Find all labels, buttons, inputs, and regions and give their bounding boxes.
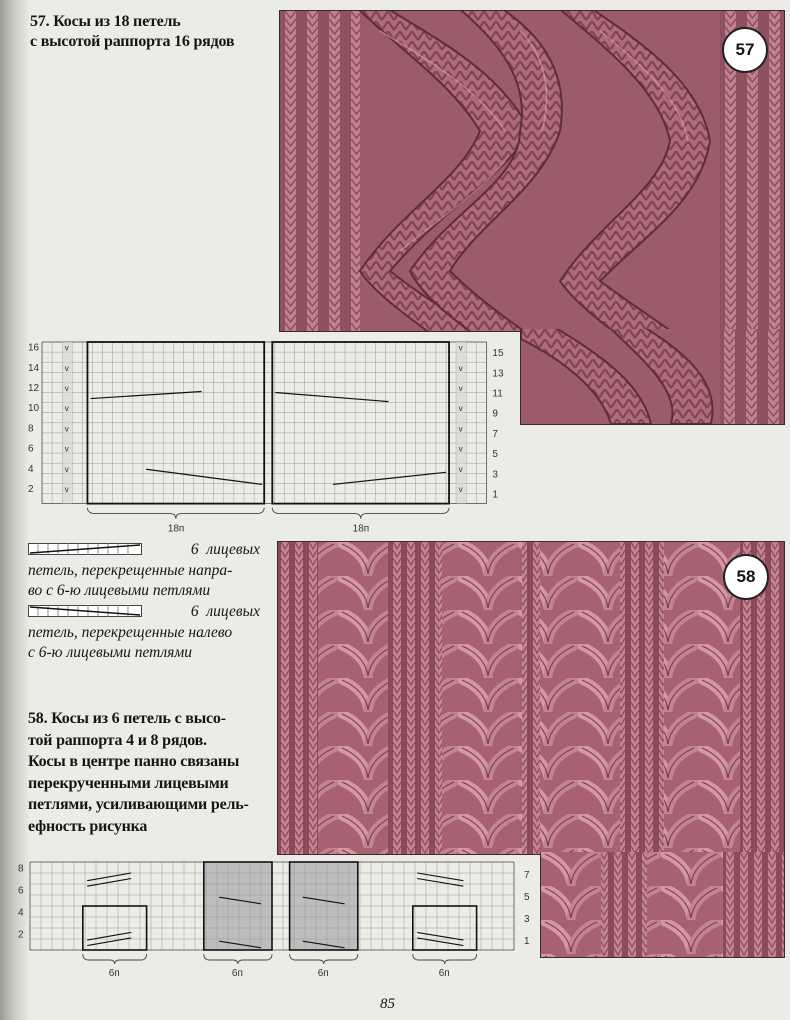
chart-57-row-label-left: 12 <box>28 383 40 394</box>
pattern-57-title-line-2: с высотой раппорта 16 рядов <box>30 33 235 50</box>
chart-58-row-label-right: 1 <box>524 936 530 947</box>
chart-57-cross-right-lower <box>333 472 446 484</box>
photo-57-top <box>279 10 785 332</box>
pattern-58-title-line-6: ефность рисунка <box>28 817 148 835</box>
cable-knit-photo-57 <box>280 11 784 331</box>
pattern-58-title-line-1: 58. Косы из 6 петель с высо- <box>28 710 226 727</box>
pattern-58-title-line-3: Косы в центре панно связаны <box>28 753 240 770</box>
chart-58-row-label-left: 4 <box>18 907 24 919</box>
chart-57-row-label-right: 1 <box>492 489 498 501</box>
chart-57 <box>28 336 520 541</box>
chart-57-row-label-left: 4 <box>28 463 34 475</box>
chart-57-repeat-brace <box>272 508 449 519</box>
chart-58-repeat-brace <box>413 954 477 964</box>
chart-57-edge-stitch-right: v <box>458 444 463 454</box>
chart-58-row-label-right: 3 <box>524 914 530 925</box>
pattern-58-title-line-2: той раппорта 4 и 8 рядов. <box>28 731 207 749</box>
photo-58-bottom <box>540 852 785 958</box>
chart-57-edge-stitch-right: v <box>458 363 463 373</box>
chart-57-edge-stitch-left: v <box>64 485 69 494</box>
chart-57-repeat-label: 18п <box>352 523 370 535</box>
chart-57-edge-stitch-left: v <box>64 424 69 434</box>
chart-58-repeat-brace <box>204 954 272 964</box>
chart-57-row-label-left: 8 <box>28 423 34 435</box>
chart-57-edge-stitch-right: v <box>458 343 463 353</box>
chart-58-row-label-left: 8 <box>18 863 24 875</box>
chart-57-edge-stitch-right: v <box>458 485 463 494</box>
chart-57-repeat-label: 18п <box>167 523 185 535</box>
chart-58-repeat-brace <box>290 954 358 964</box>
chart-57-edge-stitch-left: v <box>64 404 69 414</box>
chart-58-repeat-label: 6п <box>108 968 120 979</box>
chart-57-cross-left-lower <box>146 469 262 484</box>
chart-57-edge-stitch-left: v <box>64 343 69 353</box>
pattern-58-title-line-5: петлями, усиливающими рель- <box>28 796 249 813</box>
legend-cross-right-word: лицевых <box>206 541 260 558</box>
pattern-58-badge: 58 <box>723 554 769 600</box>
legend-cross-left-number: 6 <box>190 603 199 620</box>
cable-knit-photo-57-extension <box>521 329 784 424</box>
legend-cross-right-line-3: во с 6-ю лицевыми петлями <box>28 582 211 599</box>
chart-57-grid <box>28 336 520 536</box>
chart-58-row-label-right: 5 <box>524 892 530 903</box>
chart-58-row-label-right: 7 <box>524 870 530 881</box>
pattern-57-title <box>30 12 234 52</box>
chart-58-repeat-label: 6п <box>317 968 329 979</box>
chart-58-repeat-brace <box>83 954 147 964</box>
legend-cross-right <box>28 540 260 602</box>
chart-57-row-label-left: 16 <box>28 342 40 354</box>
page-number: 85 <box>380 996 395 1012</box>
photo-58-top <box>277 541 785 855</box>
chart-58-row-label-left: 2 <box>18 929 24 941</box>
chart-58-grid <box>18 856 538 984</box>
legend-cross-left <box>28 602 260 664</box>
chart-57-edge-stitch-right: v <box>458 464 463 474</box>
chart-58-repeat-label: 6п <box>231 968 243 979</box>
pattern-57-title-line-1: 57. Косы из 18 петель <box>30 13 181 30</box>
chart-57-row-label-left: 2 <box>28 484 34 495</box>
chart-58 <box>18 856 538 989</box>
pattern-57-badge: 57 <box>722 27 768 73</box>
cable-knit-photo-58 <box>278 542 784 854</box>
chart-57-row-label-right: 9 <box>492 408 498 420</box>
chart-57-edge-stitch-right: v <box>458 424 463 434</box>
legend-cross-left-line-2: петель, перекрещенные налево <box>28 623 233 641</box>
chart-57-row-label-left: 14 <box>28 362 40 374</box>
pattern-58-title <box>28 708 249 837</box>
chart-57-row-label-right: 11 <box>492 388 503 400</box>
chart-57-row-label-right: 15 <box>492 348 504 360</box>
pattern-58-title-line-4: перекрученными лицевыми <box>28 774 229 792</box>
legend-cross-left-word: лицевых <box>206 603 260 620</box>
chart-57-edge-stitch-right: v <box>458 404 463 414</box>
legend-cross-right-number: 6 <box>190 541 199 558</box>
chart-57-edge-stitch-left: v <box>64 464 69 474</box>
chart-57-edge-stitch-left: v <box>64 384 69 393</box>
chart-57-row-label-right: 7 <box>492 428 498 440</box>
chart-57-cross-right-upper <box>275 393 388 402</box>
legend-cross-left-line-3: с 6-ю лицевыми петлями <box>28 644 192 661</box>
chart-57-row-label-left: 10 <box>28 403 40 415</box>
chart-58-row-label-left: 6 <box>18 885 24 897</box>
photo-57-bottom <box>520 329 785 425</box>
legend-cross-right-line-2: петель, перекрещенные напра- <box>28 561 233 579</box>
chart-57-row-label-right: 13 <box>492 368 504 380</box>
chart-57-edge-stitch-left: v <box>64 363 69 373</box>
chart-57-edge-stitch-left: v <box>64 444 69 454</box>
cable-knit-photo-58-extension <box>541 852 784 957</box>
chart-57-edge-stitch-right: v <box>458 384 463 393</box>
chart-58-repeat-label: 6п <box>438 968 450 979</box>
chart-57-row-label-right: 5 <box>492 449 498 461</box>
chart-57-repeat-brace <box>87 508 264 519</box>
chart-57-row-label-left: 6 <box>28 443 34 455</box>
chart-57-row-label-right: 3 <box>492 469 498 481</box>
